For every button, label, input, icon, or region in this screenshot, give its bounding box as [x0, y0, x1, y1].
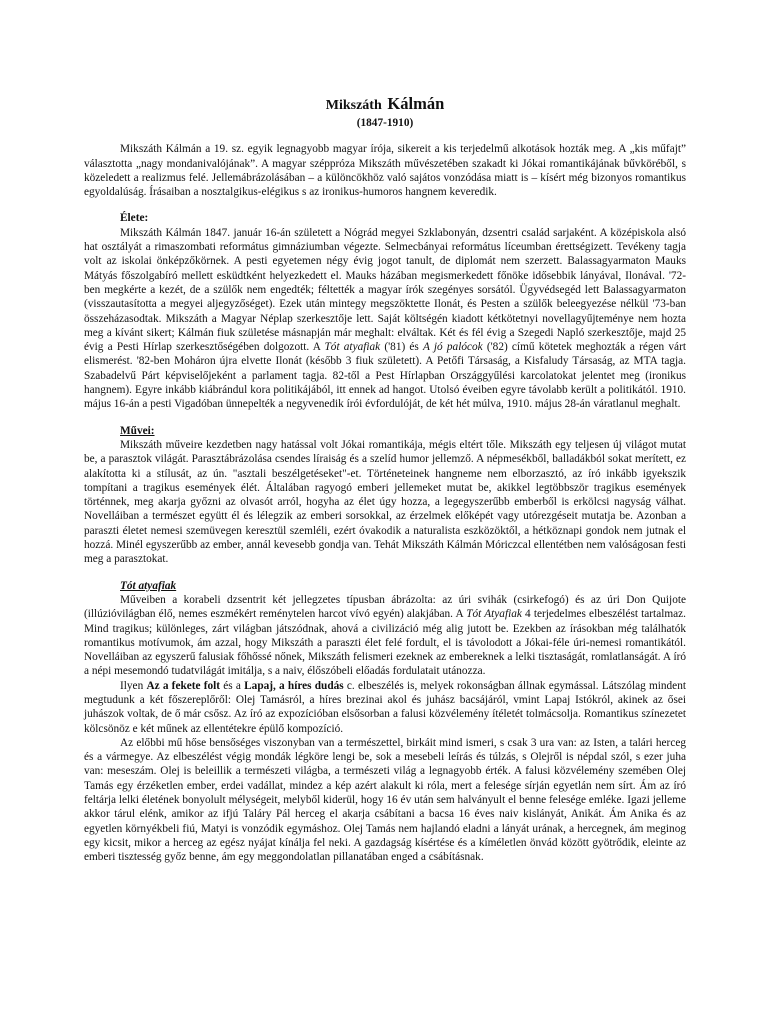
muvei-paragraph: Mikszáth műveire kezdetben nagy hatással volt Jókai romantikája, mégis eltért tőle. Mikszáth egy teljesen új világot mutat be, a parasztok világát. Parasztábrázolása csendes líraiság és a szelíd humor jellemző. A népmesékből, balladákból sokat merített, ez alakította ki a stílusát, az ún. "asztali beszélgetéseket"-et. Történeteinek hangneme nem elborzasztó, az író inkább igyekszik tompítani a tragikus események élét. Általában ragyogó emberi jellemeket mutat be, akikkel legtöbbször tragikus események történnek, meg akarja győzni az olvasót arról, hogyha az élet úgy hozza, a legegyszerűbb emberből is erkölcsi nagyság válhat. Novelláiban a természet együtt él és lélegzik az emberi sorsokkal, az érzelmek előképét vagy utórezgéseit mutatja be. Azonban a paraszti életet nemesi szemüvegen keresztül szemléli, ezért óvakodik a naturalista eszközöktől, a hétköznapi gondok nem jutnak el hozzá. Minél egyszerűbb az ember, annál kevesebb gondja van. Tehát Mikszáth Kálmán Móriczcal ellentétben nem valóságosan festi meg a parasztokat. [84, 438, 686, 566]
work-title-jo-palocok: A jó palócok [423, 341, 483, 354]
tot-paragraph-2: Ilyen Az a fekete folt és a Lapaj, a híres dudás c. elbeszélés is, melyek rokonságban állnak egymással. Látszólag mindent megtudunk a két főszereplőről: Olej Tamásról, a híres brezinai akol és juhász bacsájáról, vmint Lapaj Istókról, akinek az ősei juhászok voltak, de ő már csősz. Az író az expozícióban elsősorban a falusi közvélemény ítéletét tolmácsolja. Romantikus színezetet kölcsönöz e két műnek az ellentétekre épülő kompozíció. [84, 679, 686, 735]
life-dates: (1847-1910) [356, 117, 414, 129]
title-first-name: Mikszáth [325, 98, 382, 113]
tot-paragraph-3: Az előbbi mű hőse bensőséges viszonyban van a természettel, birkáit mind ismeri, s csak 3 ura van: az Isten, a talári herceg és a vármegye. Az elbeszélést végig mondák légköre lengi be, sok a mesebeli leírás és túlzás, s Olejről is népdal szól, s ezer juha van: meseszám. Olej is beleillik a természeti világba, a természeti világ a legnagyobb érték. A falusi közvélemény szemében Olej Tamás egy érzéketlen ember, erdei vadállat, mindez a kép azért alakult ki róla, mert a felesége sírján egyetlán nem sírt. Ám az író feltárja lelki életének bonyolult mélységeit, melyből kiderül, hogy 16 év után sem halványult el benne felesége emléke. Igazi jelleme akkor tárul elénk, amikor az ifjú Taláry Pál herceg el akarja csábítani a bacsa 16 éves naiv kislányát, Anikát. Ám Anika és az egyetlen környékbeli fiú, Matyi is vonzódik egymáshoz. Olej Tamás nem hajlandó eladni a lányát urának, a hercegnek, ám meginog egy kicsit, mikor a herceg az egész nyájat kínálja fel neki. A gazdagság kísértése és a kíméletlen önvád között gyötrődik, eleinte az emberi tisztesség győz benne, ám egy meggondolatlan pillanatában enged a csábításnak. [84, 736, 686, 864]
intro-paragraph: Mikszáth Kálmán a 19. sz. egyik legnagyobb magyar írója, sikereit a kis terjedelmű alkotások hozták meg. A „kis műfajt” választotta „nagy mondanivalójának”. A magyar széppróza Mikszáth művészetében szakadt ki Jókai romantikájának bűvköréből, s közeledett a realizmus felé. Jellemábrázolásában – a különcökhöz való sajátos vonzódása miatt is – kísért még bizonyos romantikus egyoldalúság. Írásaiban a nosztalgikus-elégikus s az ironikus-humoros hangnem keveredik. [84, 143, 686, 199]
section-heading-elete: Élete: [120, 212, 149, 225]
tot-paragraph-1: Műveiben a korabeli dzsentrit két jellegzetes típusban ábrázolta: az úri svihák (csirkefogó) és az úri Don Quijote (illúzióvilágban élő, nemes eszmékért reménytelen harcot vívó egyén) alakjában. A Tót Atyafiak 4 terjedelmes elbeszélést tartalmaz. Mind tragikus; különleges, zárt világban játszódnak, ahová a civilizáció még alig jutott be. Ezekben az írásokban még találhatók romantikus motívumok, ám azzal, hogy Mikszáth a paraszti élet felé fordult, el is távolodott a Jókai-féle úri-nemesi romantikától. Novelláiban az egyszerű falusiak főhőssé nőnek, Mikszáth felismeri ezeknek az embereknek a lelki tisztaságát, romlatlanságát. A író a népi mesemondó tudatvilágát imitálja, s a naiv, élőszóbeli előadás fordulatait utánozza. [84, 593, 686, 678]
section-heading-muvei: Művei: [120, 424, 155, 437]
work-title-tot-atyafiak: Tót atyafiak [324, 341, 381, 354]
elete-paragraph: Mikszáth Kálmán 1847. január 16-án született a Nógrád megyei Szklabonyán, dzsentri család sarjaként. A középiskola alsó hat osztályát a rimaszombati református gimnáziumban végezte. Selmecbányai református líceumban érettségizett. Tevékeny tagja volt az iskolai önképzőkörnek. A pesti egyetemen négy évig jogot tanult, de diplomát nem szerzett. Balassagyarmaton Mauks Mátyás főszolgabíró mellett esküdtként helyezkedett el. Mauks házában megismerkedett főnöke idősebbik lányával, Ilonával. '72-ben megkérte a kezét, de a szülők nem engedték; féltették a magyar írók szegényes sorsától. Ügyvédsegéd lett Balassagyarmaton (visszautasította a megyei aljegyzőséget). Ezek után mintegy megszöktette Ilonát, és Pesten a szülők beleegyezése nélkül '73-ban összeházasodtak. Mikszáth a Magyar Néplap szerkesztője lett. Saját költségén kiadott kétkötetnyi novellagyűjteménye nem hozta meg a kívánt sikert; Kálmán fiuk születése másnapján már meghalt: elváltak. Két és fél évig a Szegedi Napló szerkesztője, majd 25 évig a Pesti Hírlap szerkesztőségében dolgozott. A Tót atyafiak ('81) és A jó palócok ('82) című kötetek meghozták a régen várt elismerést. '82-ben Moháron újra elvette Ilonát (később 3 fiuk született). A Petőfi Társaság, a Kisfaludy Társaság, az MTA tagja. Szabadelvű Párt képviselőjeként a parlament tagja. 82-től a Pest Hírlapban Országgyűlési karcolatokat jelentet meg (ironikus hangnem). Egyre inkább kiábrándul kora politikájából, itt ennek ad hangot. Utolsó éveiben egyre távolabb került a politikától. 1910. május 16-án a pesti Vigadóban ünnepelték a negyvenedik írói évfordulóját, de két hét múlva, 1910. május 28-án váratlanul meghalt. [84, 226, 686, 411]
section-heading-tot-atyafiak: Tót atyafiak [120, 579, 177, 592]
title-last-name: Kálmán [387, 94, 445, 113]
page-title [84, 92, 686, 116]
document-body [84, 92, 686, 865]
